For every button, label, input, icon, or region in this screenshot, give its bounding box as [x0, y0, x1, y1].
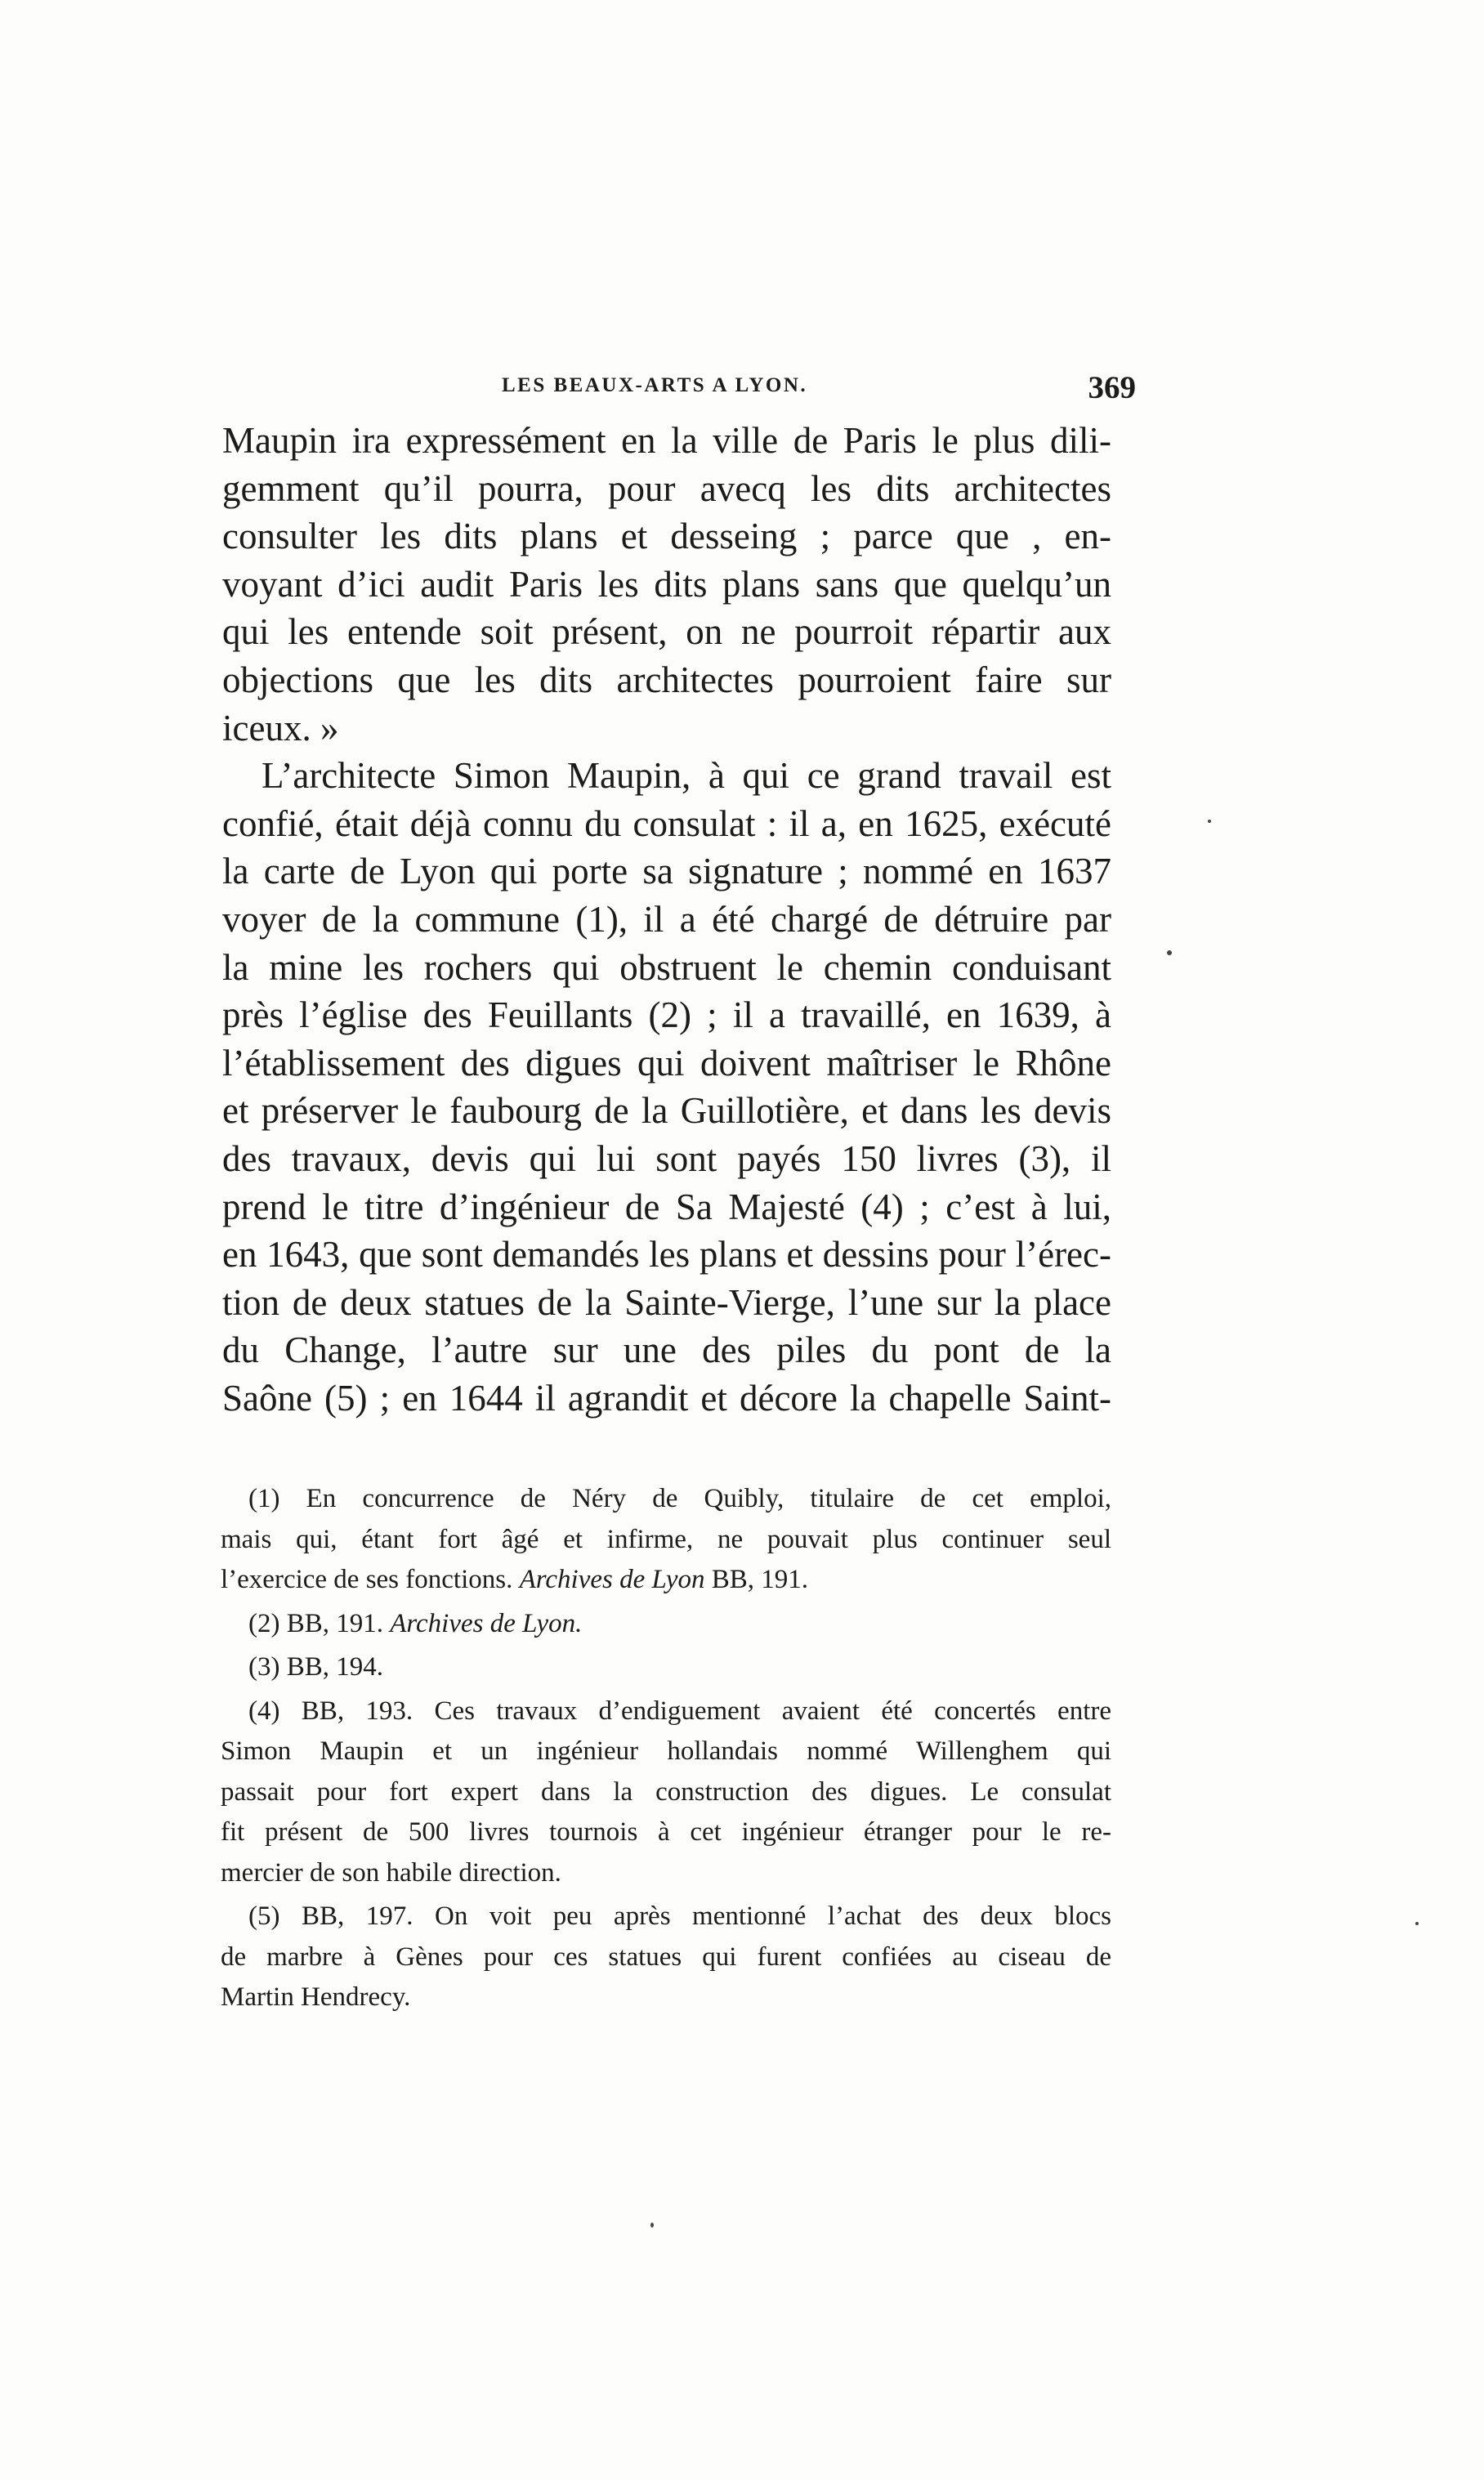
footnote-1-ref: BB, 191.	[704, 1565, 809, 1594]
body-line: L’architecte Simon Maupin, à qui ce grand travail est	[261, 755, 1111, 797]
footnote-4-line: mercier de son habile direction.	[221, 1857, 561, 1888]
body-line: la mine les rochers qui obstruent le chemin conduisant	[222, 946, 1111, 988]
body-line: confié, était déjà connu du consulat : il a, en 1625, exécuté	[222, 802, 1111, 844]
footnote-2-ref: (2) BB, 191.	[248, 1608, 391, 1638]
body-line: la carte de Lyon qui porte sa signature ; nommé en 1637	[222, 851, 1111, 892]
footnote-4-line: Simon Maupin et un ingénieur hollandais nommé Willenghem qui	[221, 1736, 1111, 1766]
body-line: du Change, l’autre sur une des piles du pont de la	[222, 1329, 1111, 1371]
scan-speck	[1208, 820, 1211, 823]
footnote-3: (3) BB, 194.	[248, 1652, 383, 1682]
scan-speck	[1167, 950, 1172, 955]
footnote-4-line: passait pour fort expert dans la construction des digues. Le consulat	[221, 1776, 1111, 1807]
body-line: l’établissement des digues qui doivent maîtriser le Rhône	[222, 1042, 1111, 1084]
footnote-1-line: mais qui, étant fort âgé et infirme, ne pouvait plus continuer seul	[221, 1524, 1111, 1554]
footnotes	[221, 1479, 1111, 2018]
footnote-5-line: Martin Hendrecy.	[221, 1982, 411, 2012]
body-line: qui les entende soit présent, on ne pourroit répartir aux	[222, 611, 1111, 653]
body-line: prend le titre d’ingénieur de Sa Majesté (4) ; c’est à lui,	[222, 1186, 1111, 1227]
footnote-1-line	[221, 1560, 1111, 1601]
body-line: tion de deux statues de la Sainte-Vierge, l’une sur la place	[222, 1281, 1111, 1323]
body-line: objections que les dits architectes pourroient faire sur	[222, 659, 1111, 700]
body-line: iceux. »	[222, 707, 339, 748]
footnote-1-source: Archives de Lyon	[519, 1565, 705, 1594]
body-line: des travaux, devis qui lui sont payés 150 livres (3), il	[222, 1137, 1111, 1179]
body-line: voyant d’ici audit Paris les dits plans sans que quelqu’un	[222, 563, 1111, 605]
body-line: gemment qu’il pourra, pour avecq les dits architectes	[222, 467, 1111, 509]
body-line: en 1643, que sont demandés les plans et dessins pour l’érec-	[222, 1234, 1111, 1276]
body-line: et préserver le faubourg de la Guillotière, et dans les devis	[222, 1090, 1111, 1132]
footnote-5-line: de marbre à Gènes pour ces statues qui furent confiées au ciseau de	[221, 1942, 1111, 1972]
body-line: près l’église des Feuillants (2) ; il a travaillé, en 1639, à	[222, 994, 1111, 1036]
footnote-1-text: l’exercice de ses fonctions.	[221, 1565, 520, 1594]
footnote-4-line: fit présent de 500 livres tournois à cet ingénieur étranger pour le re-	[221, 1817, 1111, 1847]
footnote-2	[221, 1604, 1111, 1645]
footnote-4-line: (4) BB, 193. Ces travaux d’endiguement avaient été concertés entre	[248, 1696, 1111, 1726]
footnote-2-source: Archives de Lyon.	[390, 1608, 583, 1638]
body-line: consulter les dits plans et desseing ; parce que , en-	[222, 516, 1111, 557]
body-line: voyer de la commune (1), il a été chargé de détruire par	[222, 898, 1111, 940]
body-line: Saône (5) ; en 1644 il agrandit et décore la chapelle Saint-	[222, 1377, 1111, 1419]
scan-speck	[1415, 1922, 1419, 1925]
page-number: 369	[1088, 370, 1136, 405]
body-text	[222, 417, 1111, 1422]
body-line: Maupin ira expressément en la ville de Paris le plus dili-	[222, 420, 1111, 461]
footnote-5-line: (5) BB, 197. On voit peu après mentionné l’achat des deux blocs	[248, 1901, 1111, 1931]
footnote-1-line: (1) En concurrence de Néry de Quibly, titulaire de cet emploi,	[248, 1484, 1111, 1513]
scan-speck	[650, 2223, 654, 2228]
running-head	[227, 369, 1136, 410]
running-title: LES BEAUX-ARTS A LYON.	[502, 374, 808, 396]
